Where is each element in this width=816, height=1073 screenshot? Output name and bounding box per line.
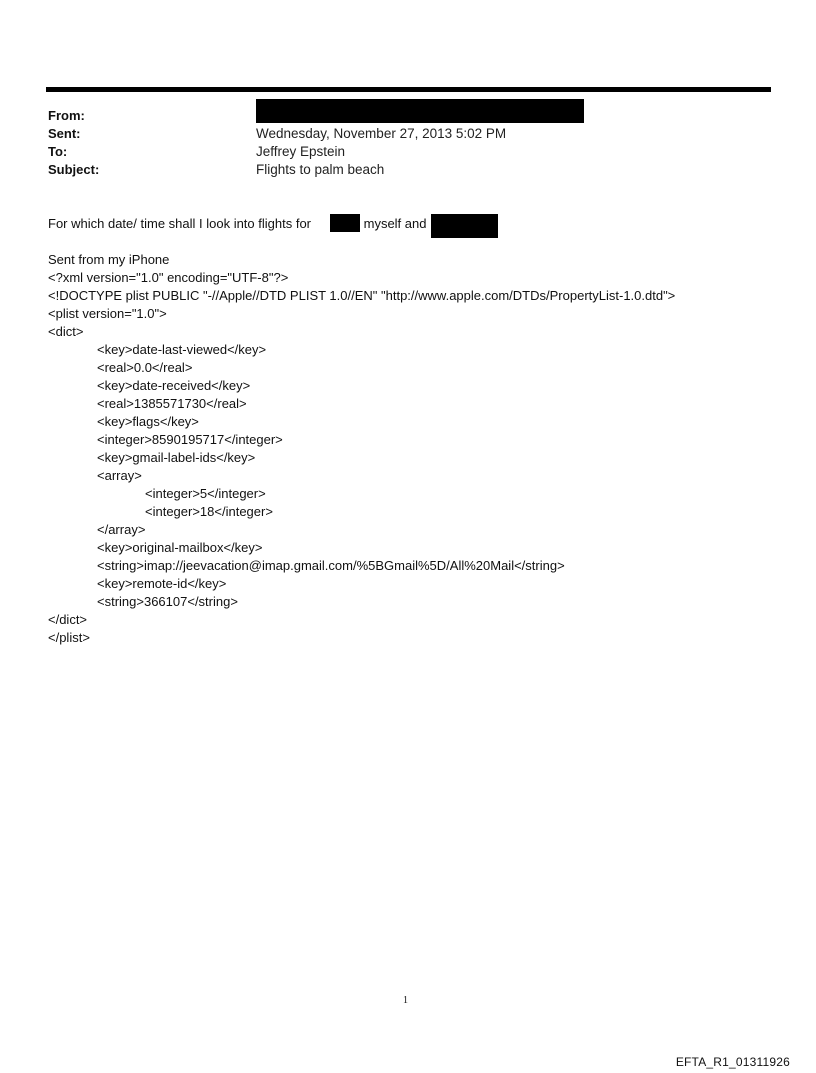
name-redaction-2 bbox=[431, 214, 498, 238]
to-label: To: bbox=[48, 144, 68, 159]
page-number: 1 bbox=[403, 995, 408, 1006]
body-line-1b: myself and bbox=[360, 216, 427, 231]
plist-line: <key>original-mailbox</key> bbox=[97, 540, 263, 555]
plist-line: <!DOCTYPE plist PUBLIC "-//Apple//DTD PLIST 1.0//EN" "http://www.apple.com/DTDs/PropertyList-1.0.dtd"> bbox=[48, 288, 676, 303]
plist-line: <integer>5</integer> bbox=[145, 486, 266, 501]
plist-line: <string>imap://jeevacation@imap.gmail.com/%5BGmail%5D/All%20Mail</string> bbox=[97, 558, 565, 573]
plist-line: <key>date-last-viewed</key> bbox=[97, 342, 267, 357]
signature: Sent from my iPhone bbox=[48, 252, 170, 267]
subject-label: Subject: bbox=[48, 162, 100, 177]
plist-line: <key>remote-id</key> bbox=[97, 576, 227, 591]
plist-line: <integer>18</integer> bbox=[145, 504, 273, 519]
body-line-1a: For which date/ time shall I look into flights for bbox=[48, 216, 315, 231]
plist-line: <integer>8590195717</integer> bbox=[97, 432, 283, 447]
from-label: From: bbox=[48, 108, 85, 123]
sent-value: Wednesday, November 27, 2013 5:02 PM bbox=[256, 126, 507, 141]
subject-value: Flights to palm beach bbox=[256, 162, 385, 177]
name-redaction-1 bbox=[330, 214, 360, 232]
from-redaction bbox=[256, 99, 584, 123]
plist-line: <?xml version="1.0" encoding="UTF-8"?> bbox=[48, 270, 289, 285]
plist-line: <dict> bbox=[48, 324, 84, 339]
plist-line: </array> bbox=[97, 522, 146, 537]
plist-line: <real>0.0</real> bbox=[97, 360, 193, 375]
plist-line: <key>flags</key> bbox=[97, 414, 199, 429]
plist-line: <real>1385571730</real> bbox=[97, 396, 247, 411]
plist-line: <array> bbox=[97, 468, 142, 483]
plist-line: <key>date-received</key> bbox=[97, 378, 251, 393]
sent-label: Sent: bbox=[48, 126, 81, 141]
plist-line: </dict> bbox=[48, 612, 88, 627]
plist-line: </plist> bbox=[48, 630, 90, 645]
plist-line: <key>gmail-label-ids</key> bbox=[97, 450, 256, 465]
header-rule bbox=[46, 87, 771, 92]
to-value: Jeffrey Epstein bbox=[256, 144, 346, 159]
plist-line: <plist version="1.0"> bbox=[48, 306, 167, 321]
plist-line: <string>366107</string> bbox=[97, 594, 238, 609]
document-id: EFTA_R1_01311926 bbox=[675, 1055, 790, 1069]
